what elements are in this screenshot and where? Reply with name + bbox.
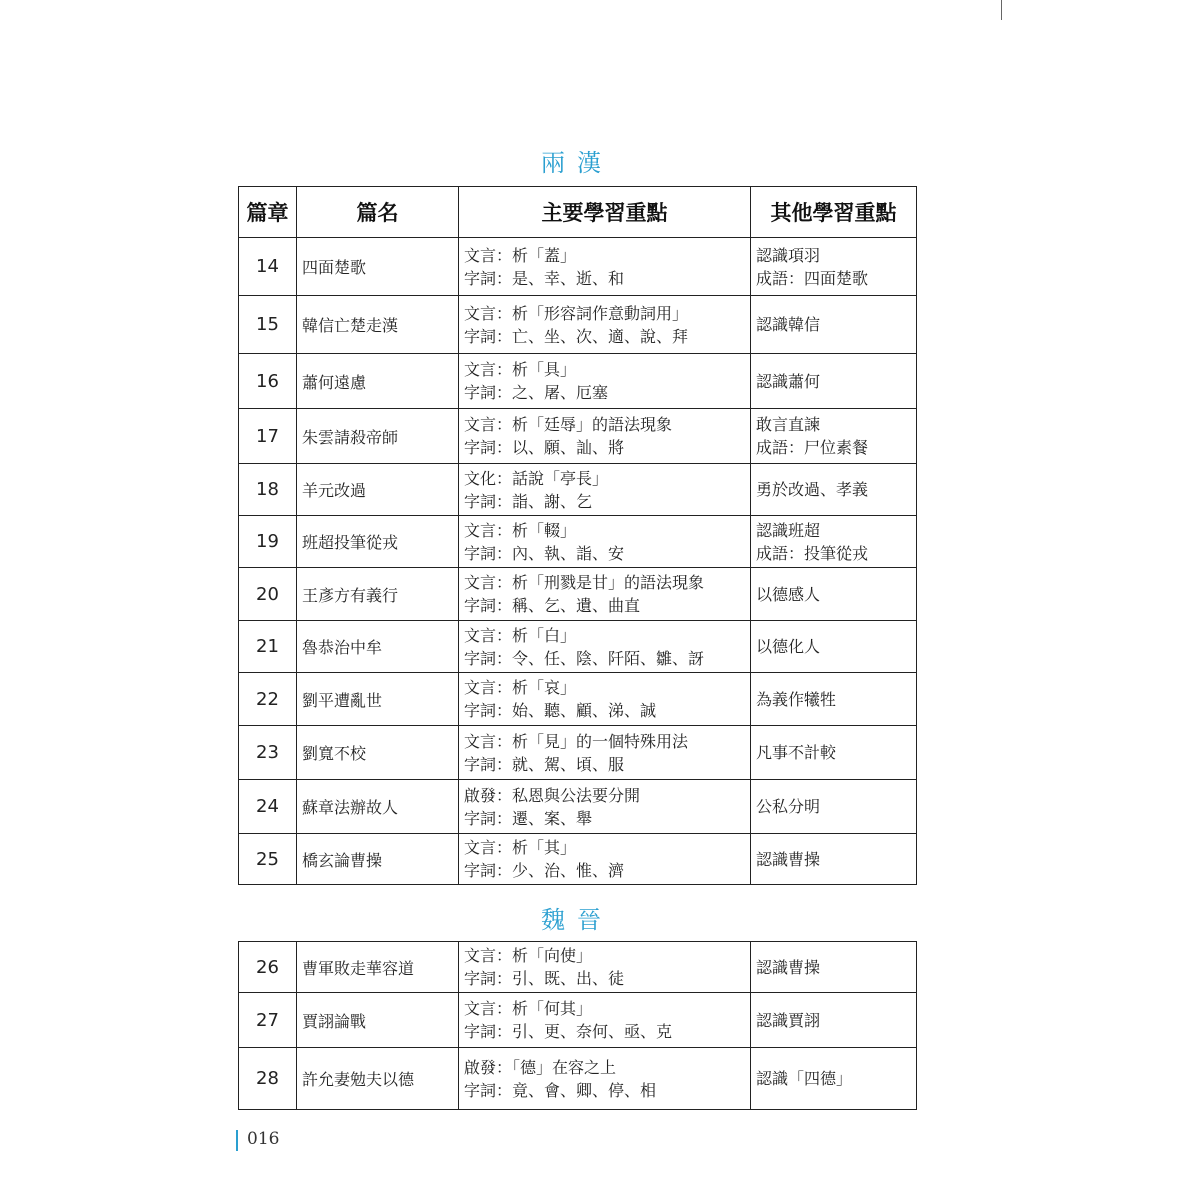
main-focus-line: 字詞：引、既、出、徒 — [464, 969, 625, 988]
other-focus-cell — [751, 993, 917, 1048]
lesson-table-weijin — [238, 941, 917, 1110]
main-focus-line: 字詞：亡、坐、次、適、說、拜 — [464, 326, 689, 346]
other-focus-line: 認識班超 — [756, 520, 821, 540]
other-focus-line: 成語：投筆從戎 — [756, 543, 869, 563]
other-focus-line: 凡事不計較 — [756, 743, 837, 762]
page-number-bar — [236, 1130, 238, 1151]
lesson-title: 羊元改過 — [297, 464, 459, 516]
other-focus-line: 成語：尸位素餐 — [756, 438, 869, 457]
section-title-weijin: 魏晉 — [541, 906, 613, 934]
table-row — [239, 726, 917, 780]
chapter-number: 28 — [239, 1048, 297, 1110]
main-focus-line: 字詞：始、聽、顧、涕、誠 — [464, 701, 657, 720]
main-focus-line: 字詞：詣、謝、乞 — [464, 491, 593, 511]
other-focus-cell — [751, 568, 917, 621]
chapter-number: 14 — [239, 238, 297, 296]
other-focus-line: 認識曹操 — [756, 957, 821, 977]
main-focus-cell — [459, 296, 751, 354]
other-focus-line: 認識項羽 — [756, 245, 821, 265]
main-focus-line: 文言：析「見」的一個特殊用法 — [464, 731, 689, 751]
chapter-number: 24 — [239, 780, 297, 834]
main-focus-line: 啟發：「德」在容之上 — [464, 1057, 617, 1077]
lesson-title: 曹軍敗走華容道 — [297, 942, 459, 993]
lesson-title: 劉寬不校 — [297, 726, 459, 780]
chapter-number: 21 — [239, 621, 297, 673]
chapter-number: 22 — [239, 673, 297, 726]
table-row — [239, 673, 917, 726]
other-focus-line: 認識「四德」 — [756, 1069, 853, 1088]
other-focus-cell — [751, 409, 917, 464]
lesson-title: 王彥方有義行 — [297, 568, 459, 621]
lesson-title: 魯恭治中牟 — [297, 621, 459, 673]
main-focus-line: 字詞：竟、會、卿、停、相 — [464, 1080, 657, 1100]
other-focus-line: 認識蕭何 — [756, 371, 821, 391]
main-focus-cell — [459, 673, 751, 726]
table-row — [239, 238, 917, 296]
lesson-title: 賈詡論戰 — [297, 993, 459, 1048]
table-row — [239, 516, 917, 568]
main-focus-line: 字詞：之、屠、厄塞 — [464, 383, 609, 402]
table-row — [239, 621, 917, 673]
table-row — [239, 834, 917, 885]
other-focus-line: 成語：四面楚歌 — [756, 268, 869, 288]
other-focus-cell — [751, 726, 917, 780]
chapter-number: 23 — [239, 726, 297, 780]
other-focus-line: 認識賈詡 — [756, 1010, 821, 1030]
section-title-han: 兩漢 — [541, 149, 613, 177]
main-focus-line: 字詞：稱、乞、遺、曲直 — [464, 596, 641, 615]
chapter-number: 27 — [239, 993, 297, 1048]
lesson-title: 許允妻勉夫以德 — [297, 1048, 459, 1110]
table-row — [239, 296, 917, 354]
other-focus-cell — [751, 621, 917, 673]
main-focus-line: 文言：析「具」 — [464, 360, 577, 379]
lesson-title: 蕭何遠慮 — [297, 354, 459, 409]
lesson-title: 劉平遭亂世 — [297, 673, 459, 726]
other-focus-line: 公私分明 — [756, 797, 821, 816]
other-focus-line: 為義作犧牲 — [756, 689, 837, 709]
crop-mark — [1001, 0, 1002, 20]
main-focus-line: 文言：析「刑戮是甘」的語法現象 — [464, 573, 705, 592]
chapter-number: 16 — [239, 354, 297, 409]
main-focus-cell — [459, 942, 751, 993]
table-header-row — [239, 187, 917, 238]
other-focus-line: 以德化人 — [756, 637, 821, 656]
table-row — [239, 942, 917, 993]
header-main-focus: 主要學習重點 — [459, 187, 751, 238]
main-focus-line: 字詞：是、幸、逝、和 — [464, 268, 625, 288]
main-focus-line: 文言：析「白」 — [464, 625, 577, 645]
other-focus-cell — [751, 942, 917, 993]
main-focus-cell — [459, 726, 751, 780]
main-focus-line: 文言：析「其」 — [464, 838, 577, 857]
lesson-title: 橋玄論曹操 — [297, 834, 459, 885]
table-row — [239, 1048, 917, 1110]
main-focus-line: 文言：析「廷辱」的語法現象 — [464, 415, 673, 434]
other-focus-cell — [751, 834, 917, 885]
main-focus-cell — [459, 568, 751, 621]
main-focus-cell — [459, 464, 751, 516]
main-focus-line: 字詞：以、願、訕、將 — [464, 438, 625, 457]
main-focus-line: 文言：析「哀」 — [464, 678, 577, 697]
other-focus-line: 勇於改過、孝義 — [756, 480, 869, 499]
chapter-number: 20 — [239, 568, 297, 621]
table-row — [239, 464, 917, 516]
lesson-title: 蘇章法辦故人 — [297, 780, 459, 834]
main-focus-cell — [459, 1048, 751, 1110]
page-number: 016 — [247, 1129, 280, 1149]
header-other-focus: 其他學習重點 — [751, 187, 917, 238]
other-focus-line: 以德感人 — [756, 584, 821, 604]
main-focus-line: 文言：析「輟」 — [464, 520, 577, 540]
other-focus-cell — [751, 464, 917, 516]
main-focus-cell — [459, 409, 751, 464]
main-focus-line: 字詞：就、駕、頃、服 — [464, 754, 625, 774]
table-row — [239, 568, 917, 621]
table-row — [239, 780, 917, 834]
other-focus-cell — [751, 238, 917, 296]
other-focus-cell — [751, 673, 917, 726]
chapter-number: 18 — [239, 464, 297, 516]
other-focus-cell — [751, 780, 917, 834]
main-focus-line: 文言：析「向使」 — [464, 946, 593, 965]
main-focus-cell — [459, 834, 751, 885]
other-focus-line: 敢言直諫 — [756, 415, 821, 434]
main-focus-line: 啟發：私恩與公法要分開 — [464, 785, 641, 805]
main-focus-line: 文言：析「蓋」 — [464, 245, 577, 265]
other-focus-cell — [751, 296, 917, 354]
table-row — [239, 993, 917, 1048]
lesson-table-han — [238, 186, 917, 885]
lesson-title: 班超投筆從戎 — [297, 516, 459, 568]
other-focus-cell — [751, 1048, 917, 1110]
main-focus-cell — [459, 993, 751, 1048]
other-focus-line: 認識韓信 — [756, 315, 821, 334]
main-focus-cell — [459, 780, 751, 834]
main-focus-line: 文言：析「形容詞作意動詞用」 — [464, 303, 689, 323]
lesson-title: 四面楚歌 — [297, 238, 459, 296]
main-focus-line: 文化：話說「亭長」 — [464, 468, 609, 488]
table-row — [239, 409, 917, 464]
chapter-number: 25 — [239, 834, 297, 885]
main-focus-line: 文言：析「何其」 — [464, 999, 593, 1018]
chapter-number: 26 — [239, 942, 297, 993]
chapter-number: 15 — [239, 296, 297, 354]
other-focus-line: 認識曹操 — [756, 849, 821, 869]
lesson-title: 朱雲請殺帝師 — [297, 409, 459, 464]
main-focus-line: 字詞：令、任、陰、阡陌、雛、訝 — [464, 648, 705, 668]
main-focus-line: 字詞：少、治、惟、濟 — [464, 861, 625, 880]
main-focus-line: 字詞：引、更、奈何、亟、克 — [464, 1022, 673, 1041]
main-focus-line: 字詞：內、執、詣、安 — [464, 543, 625, 563]
main-focus-cell — [459, 516, 751, 568]
header-chapter: 篇章 — [239, 187, 297, 238]
other-focus-cell — [751, 354, 917, 409]
main-focus-cell — [459, 238, 751, 296]
chapter-number: 19 — [239, 516, 297, 568]
header-title: 篇名 — [297, 187, 459, 238]
main-focus-line: 字詞：遷、案、舉 — [464, 808, 593, 828]
main-focus-cell — [459, 354, 751, 409]
main-focus-cell — [459, 621, 751, 673]
table-row — [239, 354, 917, 409]
lesson-title: 韓信亡楚走漢 — [297, 296, 459, 354]
other-focus-cell — [751, 516, 917, 568]
chapter-number: 17 — [239, 409, 297, 464]
